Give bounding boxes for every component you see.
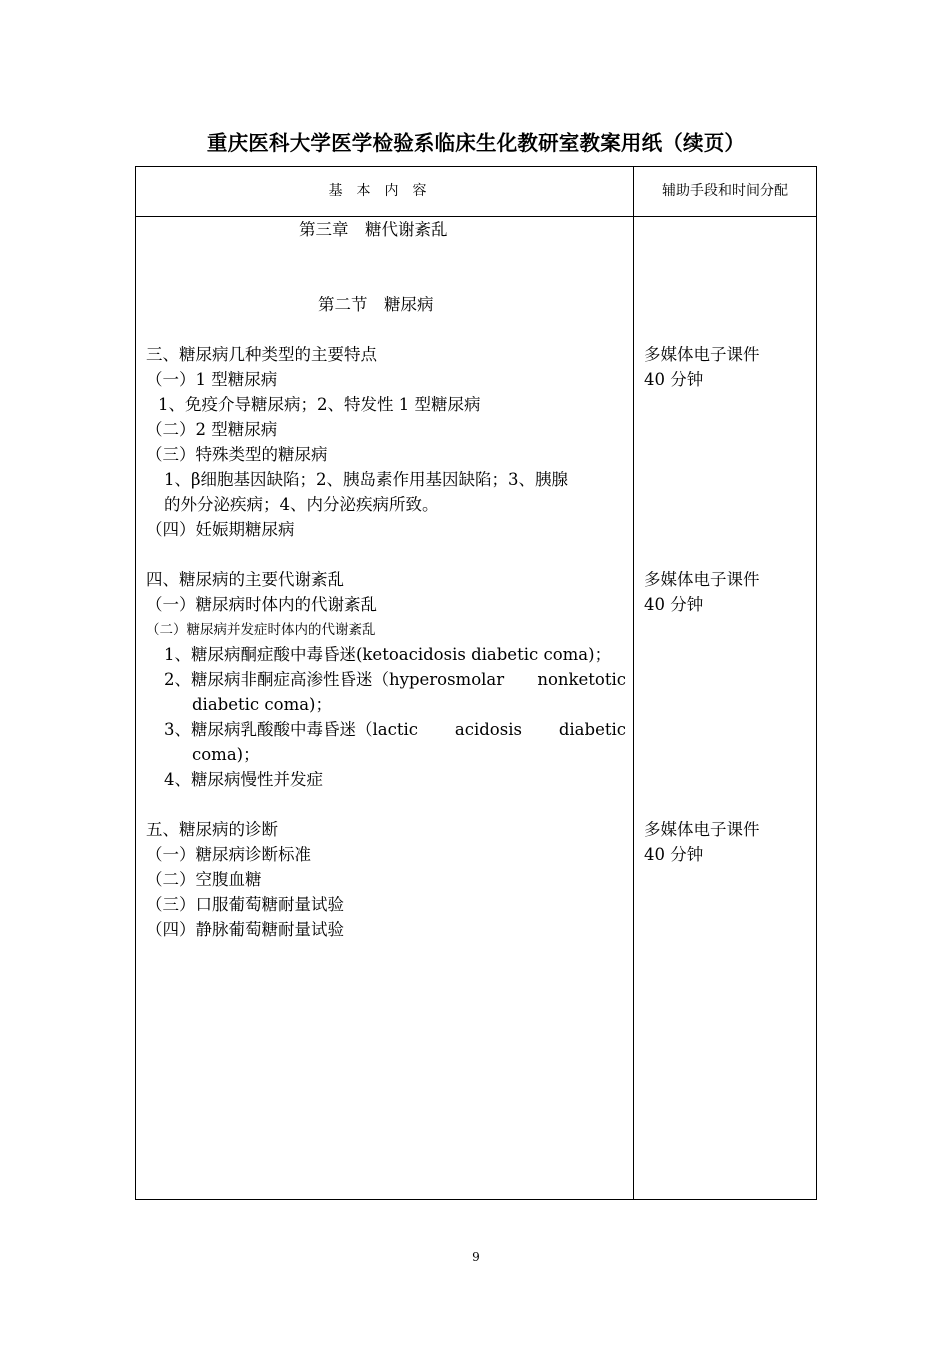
s4-line-4a-part-2: nonketotic — [537, 670, 626, 689]
s4-line-5a — [164, 719, 626, 741]
s4-line-4b: diabetic coma)； — [192, 695, 332, 714]
s4-line-6: 4、糖尿病慢性并发症 — [164, 770, 323, 789]
s3-line-1: （一）1 型糖尿病 — [146, 370, 278, 389]
s4-aux-time: 40 分钟 — [644, 595, 704, 614]
s5-aux-tool: 多媒体电子课件 — [644, 820, 760, 839]
s4-line-2: （二）糖尿病并发症时体内的代谢紊乱 — [146, 622, 376, 638]
s3-line-3: （二）2 型糖尿病 — [146, 420, 278, 439]
s3-line-5b: 的外分泌疾病；4、内分泌疾病所致。 — [164, 495, 439, 514]
s5-line-3: （三）口服葡萄糖耐量试验 — [146, 895, 344, 914]
page-title: 重庆医科大学医学检验系临床生化教研室教案用纸（续页） — [206, 131, 746, 155]
header-content-column: 基本内容 — [328, 183, 441, 199]
s5-line-2: （二）空腹血糖 — [146, 870, 262, 889]
s4-line-5a-part-3: diabetic — [558, 720, 626, 739]
s3-aux-time: 40 分钟 — [644, 370, 704, 389]
column-divider — [633, 167, 634, 1199]
s4-line-5b: coma)； — [192, 745, 260, 764]
s5-aux-time: 40 分钟 — [644, 845, 704, 864]
header-divider — [136, 216, 816, 217]
s4-line-4a — [164, 669, 626, 691]
s3-line-5a: 1、β细胞基因缺陷；2、胰岛素作用基因缺陷；3、胰腺 — [164, 470, 569, 489]
s4-line-5a-part-1: 3、糖尿病乳酸酸中毒昏迷（lactic — [164, 720, 419, 739]
s3-line-4: （三）特殊类型的糖尿病 — [146, 445, 328, 464]
lesson-plan-table — [135, 166, 817, 1200]
s5-heading: 五、糖尿病的诊断 — [146, 820, 278, 839]
s4-line-5a-part-2: acidosis — [454, 720, 522, 739]
s4-aux-tool: 多媒体电子课件 — [644, 570, 760, 589]
s4-line-4a-part-1: 2、糖尿病非酮症高渗性昏迷（hyperosmolar — [164, 670, 505, 689]
page-number: 9 — [472, 1250, 480, 1264]
s3-heading: 三、糖尿病几种类型的主要特点 — [146, 345, 377, 364]
s4-line-3: 1、糖尿病酮症酸中毒昏迷(ketoacidosis diabetic coma)； — [164, 645, 612, 664]
s3-line-6: （四）妊娠期糖尿病 — [146, 520, 295, 539]
s4-heading: 四、糖尿病的主要代谢紊乱 — [146, 570, 344, 589]
s5-line-1: （一）糖尿病诊断标准 — [146, 845, 311, 864]
s3-line-2: 1、免疫介导糖尿病；2、特发性 1 型糖尿病 — [158, 395, 481, 414]
section-heading: 第二节 糖尿病 — [318, 295, 434, 314]
s5-line-4: （四）静脉葡萄糖耐量试验 — [146, 920, 344, 939]
chapter-heading: 第三章 糖代谢紊乱 — [299, 220, 448, 239]
s4-line-1: （一）糖尿病时体内的代谢紊乱 — [146, 595, 377, 614]
s3-aux-tool: 多媒体电子课件 — [644, 345, 760, 364]
header-aux-column: 辅助手段和时间分配 — [662, 183, 788, 199]
